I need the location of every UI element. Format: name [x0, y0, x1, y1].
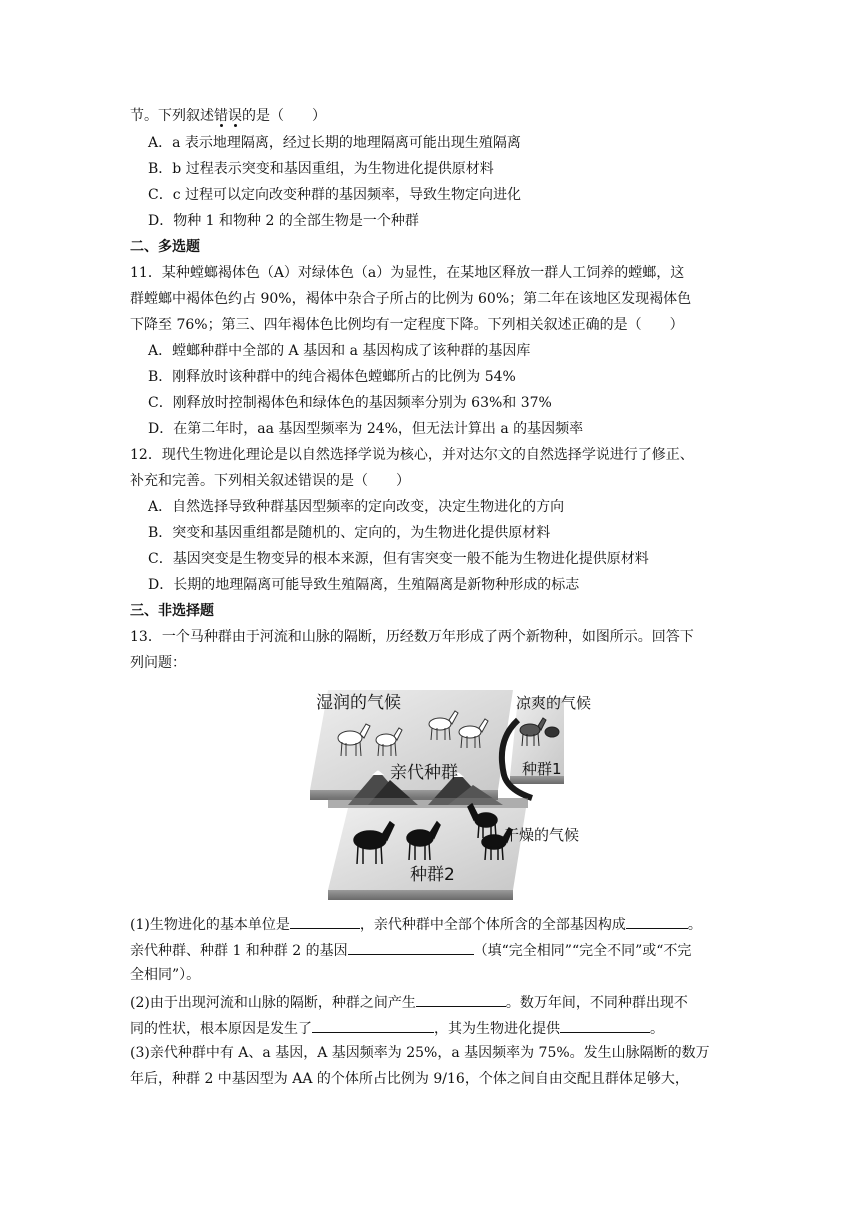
q12-stem-line-1: 12．现代生物进化理论是以自然选择学说为核心，并对达尔文的自然选择学说进行了修正、: [130, 447, 694, 463]
emphasis-dotted-text: 错误: [214, 108, 242, 124]
label-cool-climate: 凉爽的气候: [516, 694, 592, 712]
q13-stem-line-1: 13．一个马种群由于河流和山脉的隔断，历经数万年形成了两个新物种，如图所示。回答下: [130, 629, 694, 645]
q13-part3-line-1: (3)亲代种群中有 A、a 基因，A 基因频率为 25%，a 基因频率为 75%。发生山脉隔断的数万: [130, 1045, 710, 1061]
q10-option-c: C．c 过程可以定向改变种群的基因频率，导致生物定向进化: [148, 187, 522, 203]
q11-option-a: A．螳螂种群中全部的 A 基因和 a 基因构成了该种群的基因库: [148, 343, 531, 359]
answer-blank-1[interactable]: [290, 913, 360, 929]
q13-part1-line-3: 全相同”）。: [130, 967, 201, 983]
q12-option-b: B．突变和基因重组都是随机的、定向的，为生物进化提供原材料: [148, 525, 551, 541]
q12-option-a: A．自然选择导致种群基因型频率的定向改变，决定生物进化的方向: [148, 499, 565, 515]
q13-part2-line-2: 同的性状，根本原因是发生了 ，其为生物进化提供 。: [130, 1017, 664, 1039]
q11-stem-line-3: 下降至 76%；第三、四年褐体色比例均有一定程度下降。下列相关叙述正确的是（ ）: [130, 317, 684, 333]
q13-stem-line-2: 列问题：: [130, 655, 186, 671]
q13-part2-line-1: (2)由于出现河流和山脉的隔断，种群之间产生 。数万年间，不同种群出现不: [130, 991, 688, 1013]
q11-option-d: D．在第二年时，aa 基因型频率为 24%，但无法计算出 a 的基因频率: [148, 421, 584, 437]
q10-option-d: D．物种 1 和物种 2 的全部生物是一个种群: [148, 213, 419, 229]
horse-speciation-figure: [308, 680, 592, 900]
question-10-stem-end: 节。下列叙述错误的是（ ）: [130, 108, 326, 124]
label-humid-climate: 湿润的气候: [316, 693, 401, 713]
section-heading-non-choice: 三、非选择题: [130, 603, 214, 619]
q13-part3-line-2: 年后，种群 2 中基因型为 AA 的个体所占比例为 9/16，个体之间自由交配且群体足够大，: [130, 1071, 689, 1087]
q10-option-a: A．a 表示地理隔离，经过长期的地理隔离可能出现生殖隔离: [148, 135, 521, 151]
q11-option-b: B．刚释放时该种群中的纯合褐体色螳螂所占的比例为 54%: [148, 369, 516, 385]
q13-part1-line-2: 亲代种群、种群 1 和种群 2 的基因 （填“完全相同”“完全不同”或“不完: [130, 939, 691, 961]
q12-option-c: C．基因突变是生物变异的根本来源，但有害突变一般不能为生物进化提供原材料: [148, 551, 649, 567]
label-dry-climate: 干燥的气候: [504, 826, 580, 844]
answer-blank-2[interactable]: [626, 913, 688, 929]
q12-stem-line-2: 补充和完善。下列相关叙述错误的是（ ）: [130, 473, 410, 489]
section-heading-multiple-choice: 二、多选题: [130, 239, 200, 255]
q11-stem-line-1: 11．某种螳螂褐体色（A）对绿体色（a）为显性，在某地区释放一群人工饲养的螳螂，这: [130, 265, 685, 281]
q11-option-c: C．刚释放时控制褐体色和绿体色的基因频率分别为 63%和 37%: [148, 395, 552, 411]
q11-stem-line-2: 群螳螂中褐体色约占 90%，褐体中杂合子所占的比例为 60%；第二年在该地区发现褐体色: [130, 291, 692, 307]
answer-blank-6[interactable]: [560, 1017, 650, 1033]
answer-blank-3[interactable]: [348, 939, 474, 955]
label-population-1: 种群1: [522, 760, 562, 778]
label-parent-population: 亲代种群: [390, 763, 458, 783]
q10-option-b: B．b 过程表示突变和基因重组，为生物进化提供原材料: [148, 161, 494, 177]
label-population-2: 种群2: [410, 865, 455, 885]
q12-option-d: D．长期的地理隔离可能导致生殖隔离，生殖隔离是新物种形成的标志: [148, 577, 580, 593]
dry-plate-side: [328, 890, 513, 900]
answer-blank-5[interactable]: [312, 1017, 434, 1033]
answer-blank-4[interactable]: [416, 991, 506, 1007]
q13-part1-line-1: (1)生物进化的基本单位是 ，亲代种群中全部个体所含的全部基因构成 。: [130, 913, 702, 935]
